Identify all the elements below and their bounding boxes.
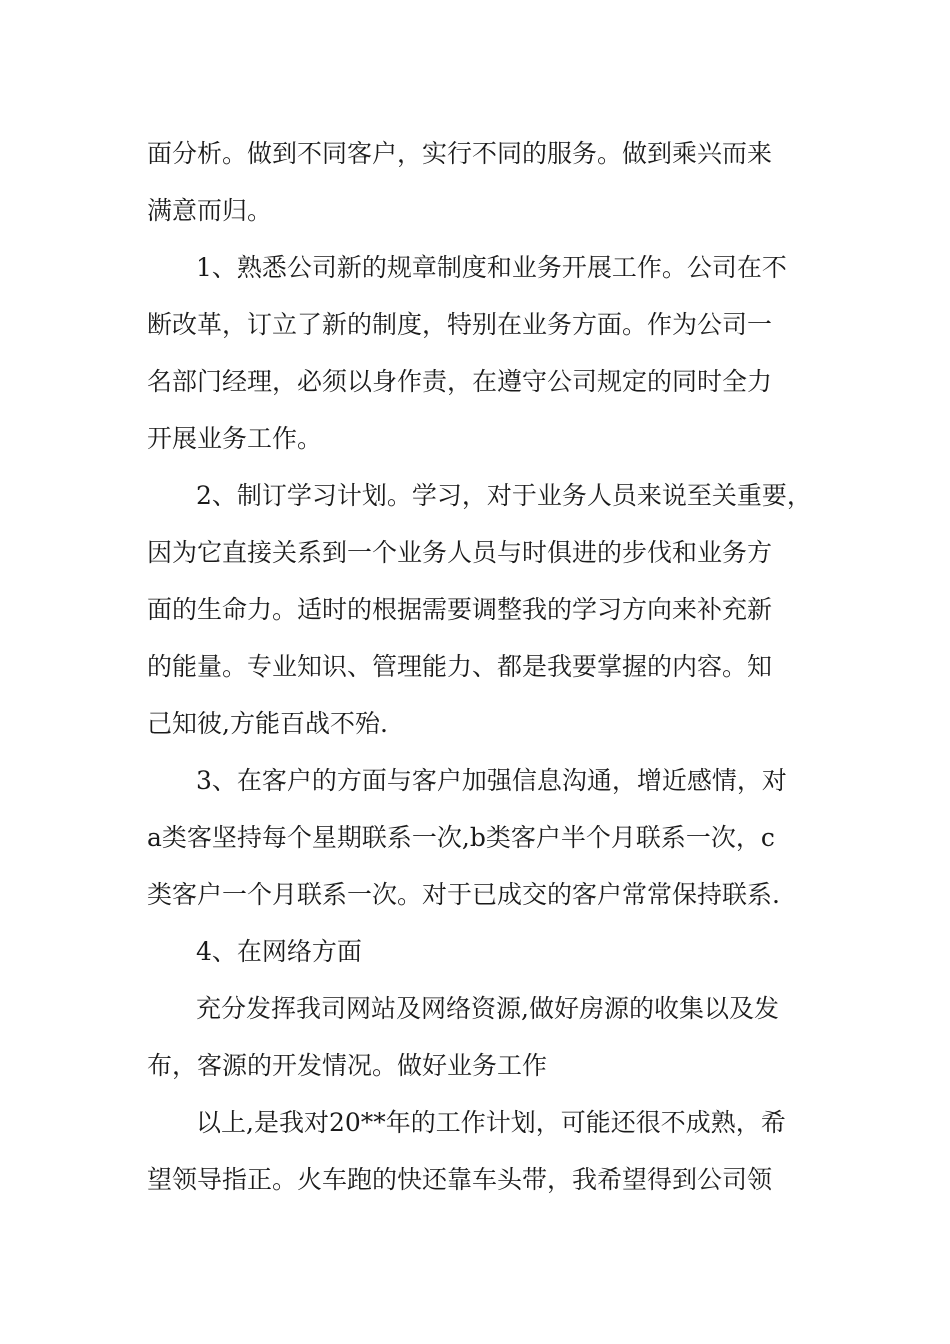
paragraph-4-heading: 4、在网络方面 [196,937,362,966]
text-line: 面的生命力。适时的根据需要调整我的学习方向来补充新 [147,595,773,624]
paragraph-1-start: 1、熟悉公司新的规章制度和业务开展工作。公司在不 [196,253,787,282]
text-line: 名部门经理，必须以身作责，在遵守公司规定的同时全力 [147,367,773,396]
text-line: 己知彼,方能百战不殆. [147,709,388,738]
text-line: 面分析。做到不同客户，实行不同的服务。做到乘兴而来 [147,139,773,168]
text-line: 望领导指正。火车跑的快还靠车头带，我希望得到公司领 [147,1165,773,1194]
paragraph-3-start: 3、在客户的方面与客户加强信息沟通，增近感情，对 [196,766,787,795]
text-line: 布，客源的开发情况。做好业务工作 [147,1051,548,1080]
text-line: 断改革，订立了新的制度，特别在业务方面。作为公司一 [147,310,773,339]
text-line: 开展业务工作。 [147,424,323,453]
text-line: 满意而归。 [147,196,273,225]
paragraph-5-start: 充分发挥我司网站及网络资源,做好房源的收集以及发 [196,994,779,1023]
text-line: 的能量。专业知识、管理能力、都是我要掌握的内容。知 [147,652,773,681]
text-line: a类客坚持每个星期联系一次,b类客户半个月联系一次，c [147,823,775,852]
text-line: 类客户一个月联系一次。对于已成交的客户常常保持联系. [147,880,780,909]
text-line: 因为它直接关系到一个业务人员与时俱进的步伐和业务方 [147,538,773,567]
paragraph-6-start: 以上,是我对20**年的工作计划，可能还很不成熟，希 [196,1108,786,1137]
paragraph-2-start: 2、制订学习计划。学习，对于业务人员来说至关重要， [196,481,812,510]
